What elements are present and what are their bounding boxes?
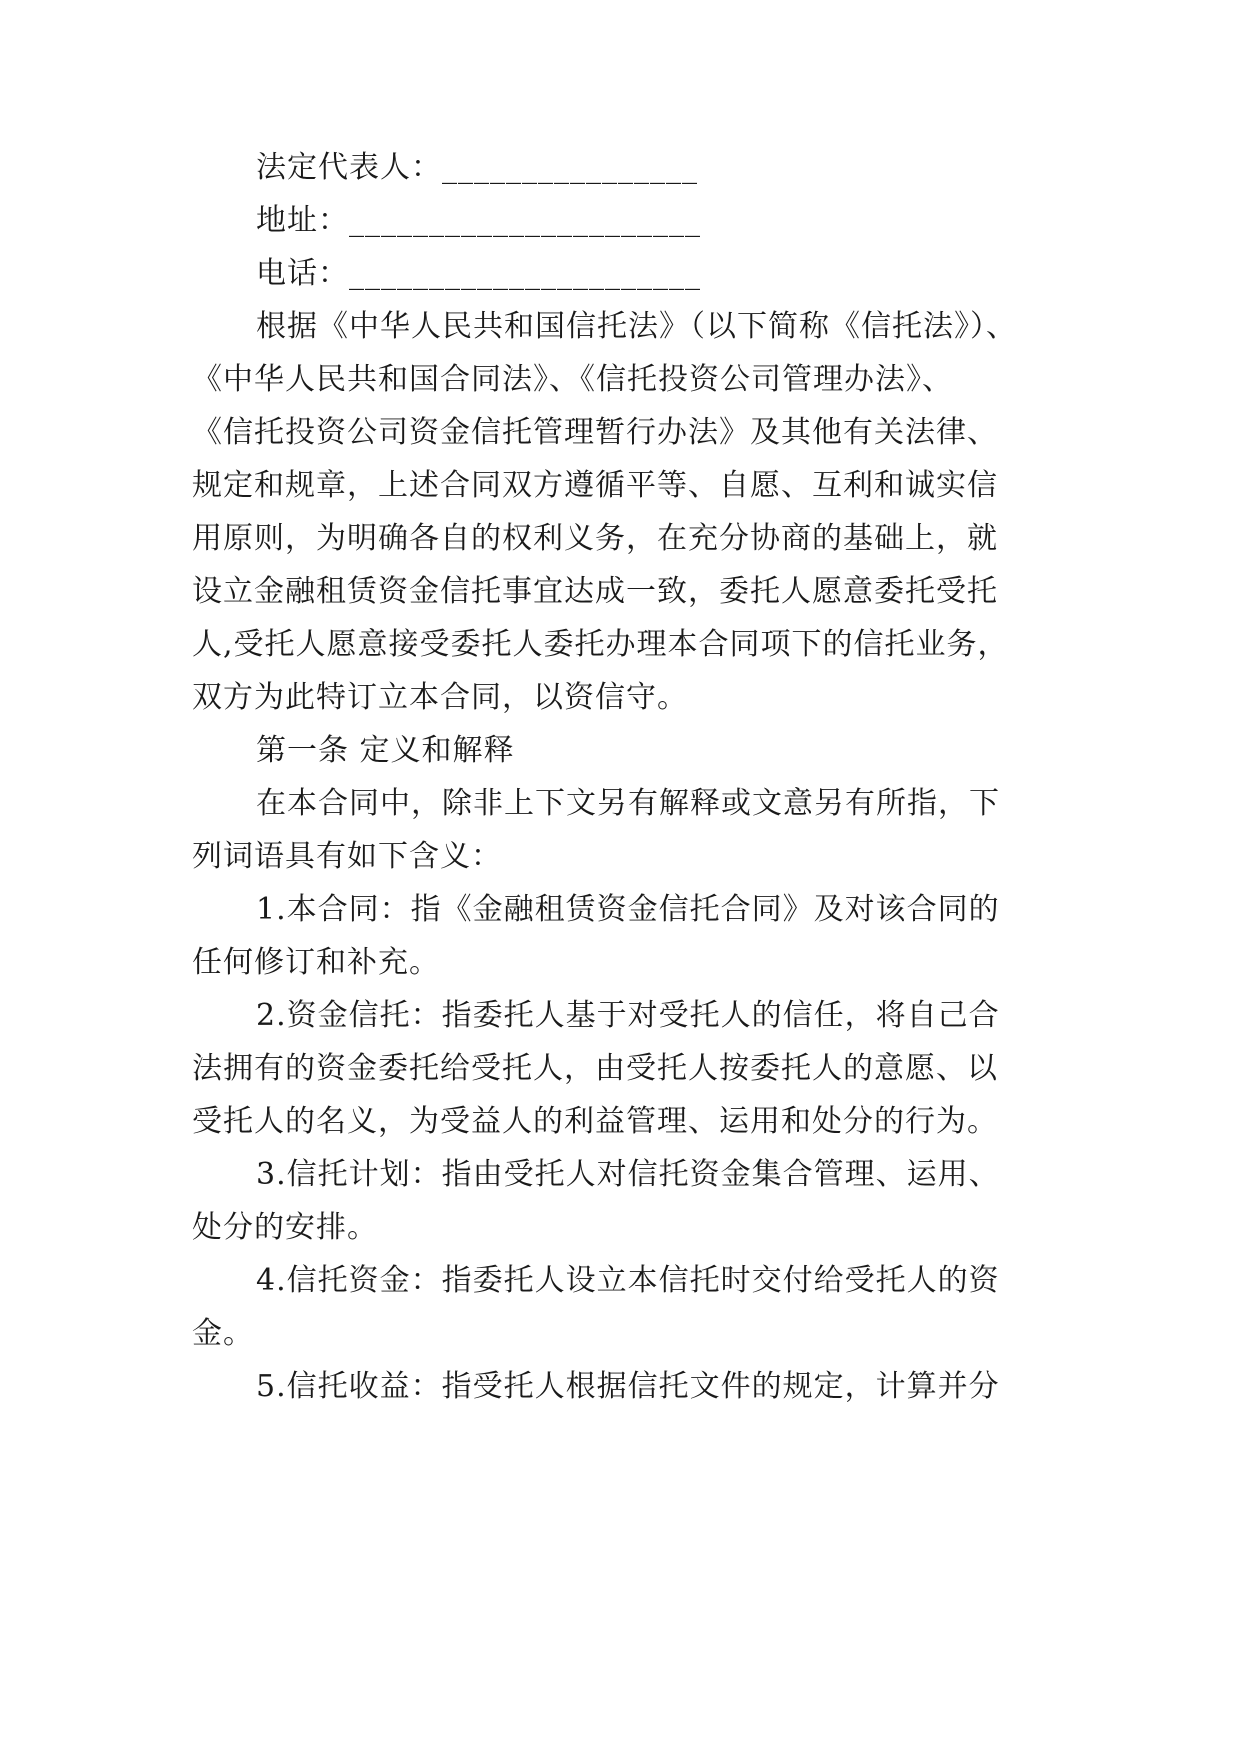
definition-line: 1.本合同：指《金融租赁资金信托合同》及对该合同的	[256, 892, 1000, 927]
preamble-line: 规定和规章，上述合同双方遵循平等、自愿、互利和诚实信	[192, 468, 998, 503]
definition-line: 法拥有的资金委托给受托人，由受托人按委托人的意愿、以	[192, 1051, 998, 1086]
definition-line: 金。	[192, 1316, 254, 1351]
fill-in-blank: ______________________	[349, 203, 701, 238]
preamble-line: 《中华人民共和国合同法》、《信托投资公司管理办法》、	[192, 362, 953, 397]
definition-line: 3.信托计划：指由受托人对信托资金集合管理、运用、	[256, 1157, 1000, 1192]
preamble-line: 设立金融租赁资金信托事宜达成一致，委托人愿意委托受托	[192, 574, 998, 609]
fill-in-blank: ________________	[442, 150, 698, 185]
preamble-line: 用原则，为明确各自的权利义务，在充分协商的基础上，就	[192, 521, 998, 556]
field-label: 地址：	[256, 203, 349, 238]
article-heading: 第一条 定义和解释	[256, 733, 515, 768]
definition-line: 2.资金信托：指委托人基于对受托人的信任，将自己合	[256, 998, 1000, 1033]
field-label: 电话：	[256, 256, 349, 291]
preamble-line: 人,受托人愿意接受委托人委托办理本合同项下的信托业务，	[192, 627, 1009, 662]
definition-line: 4.信托资金：指委托人设立本信托时交付给受托人的资	[256, 1263, 1000, 1298]
field-label: 法定代表人：	[256, 150, 442, 185]
preamble-line: 根据《中华人民共和国信托法》（以下简称《信托法》）、	[256, 309, 1017, 344]
phone-field	[256, 254, 701, 294]
definition-line: 处分的安排。	[192, 1210, 378, 1245]
address-field	[256, 201, 701, 241]
fill-in-blank: ______________________	[349, 256, 701, 291]
preamble-line: 双方为此特订立本合同，以资信守。	[192, 680, 688, 715]
definition-line: 受托人的名义，为受益人的利益管理、运用和处分的行为。	[192, 1104, 998, 1139]
intro-line: 在本合同中，除非上下文另有解释或文意另有所指，下	[256, 786, 1000, 821]
definition-line: 任何修订和补充。	[192, 945, 440, 980]
intro-line: 列词语具有如下含义：	[192, 839, 502, 874]
preamble-line: 《信托投资公司资金信托管理暂行办法》及其他有关法律、	[192, 415, 998, 450]
legal-representative-field	[256, 148, 698, 188]
definition-line: 5.信托收益：指受托人根据信托文件的规定，计算并分	[256, 1369, 1000, 1404]
